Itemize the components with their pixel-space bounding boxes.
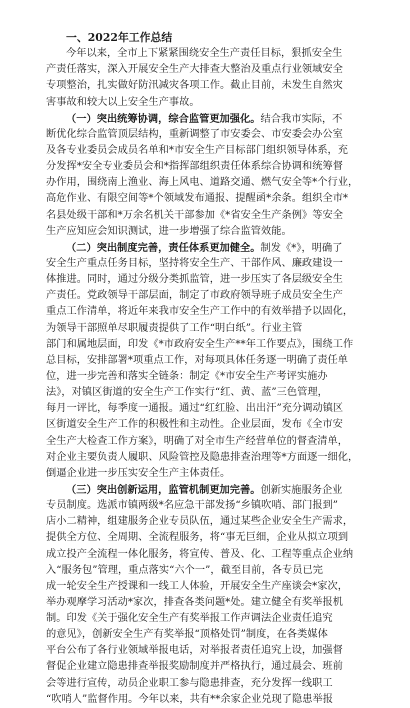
subsection-title-tail: 结合我市实际，不 (260, 113, 343, 125)
paragraph-line: 分发挥*安全专业委员会和*指挥部组织责任体系综合协调和统筹督 (46, 161, 343, 173)
subsection-innovation (46, 482, 376, 708)
subsection-title-tail: 创新实施服务企业 (260, 484, 343, 496)
paragraph-line: 专员制度。选派市镇两级*名应急干部发扬“乡镇吹哨、部门报到” (46, 500, 339, 512)
paragraph-line: 产责任。党政领导干部层面，制定了市政府领导班子成员安全生产 (46, 290, 343, 302)
intro-paragraph (46, 46, 376, 111)
paragraph-line: 法》，对镇区街道的安全生产工作实行“红、黄、蓝”三色管理， (46, 387, 328, 399)
paragraph-line: 部门和属地层面，印发《*市政府安全生产**年工作要点》，围绕工作 (46, 338, 354, 350)
paragraph-line: 重点工作清单，将近年来我市安全生产工作中的有效举措予以固化， (46, 306, 354, 318)
subsection-title-tail: 制发《*》，明确了 (260, 242, 343, 254)
paragraph-line: 办作用，围绕南上渔业、海上风电、道路交通、燃气安全等*个行业， (46, 177, 359, 189)
paragraph-line: 每月一评比，每季度一通报。通过“红红脸、出出汗”充分调动镇区 (46, 403, 344, 415)
paragraph-line: 提供全方位、全周期、全流程服务，将“事无巨细，企业从拟立项到 (46, 532, 349, 544)
paragraph-line: 产责任落实，深入开展安全生产大排查大整治及重点行业领域安全 (46, 64, 343, 76)
section-heading: 一、2022年工作总结 (66, 31, 173, 44)
paragraph-line: 倒逼企业进一步压实安全生产主体责任。 (46, 467, 231, 479)
paragraph-line: 及各专业委员会成员名单和*市安全生产目标部门组织领导体系，充 (46, 144, 349, 156)
paragraph-line: 制。印发《关于强化安全生产有奖举报工作声调法企业责任追究 (46, 613, 333, 625)
paragraph-line: 总目标，安排部署*项重点工作，对每项具体任务逐一明确了责任单 (46, 354, 349, 366)
subsection-responsibility (46, 240, 376, 482)
subsection-title: （一）突出统筹协调，综合监管更加强化。 (66, 112, 261, 125)
subsection-title: （二）突出制度完善，责任体系更加健全。 (66, 241, 261, 254)
paragraph-line: 今年以来，全市上下紧紧围绕安全生产责任目标，狠抓安全生 (66, 48, 343, 60)
paragraph-line: 高危作业、有限空间等*个领域发布通报、提醒函*余条。组织全市* (46, 193, 349, 205)
paragraph-line: 对企业主要负责人履职、风险管控及隐患排查治理等*方面逐一细化， (46, 451, 359, 463)
paragraph-line: 安全生产重点任务目标，坚持将安全生产、干部作风、廉政建设一 (46, 257, 343, 269)
paragraph-line: 成立投产全流程一体化服务，将宣传、普及、化、工程等重点企业纳 (46, 548, 354, 560)
paragraph-line: 督促企业建立隐患排查举报奖励制度并严格执行，通过晨会、班前 (46, 661, 343, 673)
paragraph-line: 断优化综合监管顶层结构，重新调整了市安委会、市安委会办公室 (46, 128, 343, 140)
paragraph-line: 平台公布了各行业领域举报电话，对举报者责任追究上设，加强督 (46, 645, 343, 657)
paragraph-line: 生产应知应会知识测试，进一步增强了综合监管效能。 (46, 225, 292, 237)
paragraph-line: 位，进一步完善和落实全链条：制定《*市安全生产考评实施办 (46, 370, 328, 382)
subsection-coordination (46, 111, 376, 240)
paragraph-line: 为领导干部照单尽职履责提供了工作“明白纸”。行业主管 (46, 322, 303, 334)
paragraph-line: 害事故和较大以上安全生产事故。 (46, 96, 200, 108)
paragraph-line: 成一轮安全生产授课和一线工人体验，开展安全生产座谈会*家次， (46, 580, 349, 592)
paragraph-line: 店小二精神，组建服务企业专员队伍，通过某些企业安全生产需求， (46, 516, 354, 528)
paragraph-line: 入“服务包”管理，重点落实“六个一”，截至目前，各专员已完 (46, 564, 323, 576)
subsection-first-line (46, 111, 376, 127)
paragraph-line: 体推进。同时，通过分级分类抓监管，进一步压实了各层级安全生 (46, 274, 343, 286)
paragraph-line: 举办观摩学习活动*家次，排查各类问题*处。建立健全有奖举报机 (46, 596, 343, 608)
subsection-first-line (46, 240, 376, 256)
paragraph-line: 全生产大检查工作方案》，明确了对全市生产经营单位的督查清单， (46, 435, 349, 447)
paragraph-line: 名县处级干部和*万余名机关干部参加《*省安全生产条例》等安全 (46, 209, 343, 221)
paragraph-line: 区街道安全生产工作的积极性和主动性。企业层面，发布《全市安 (46, 419, 343, 431)
subsection-first-line (46, 482, 376, 498)
paragraph-line: 的意见》，创新安全生产有奖举报“顶格处罚”制度，在各类媒体 (46, 629, 328, 641)
paragraph-line: 专项整治，扎实做好防汛减灾各项工作。截止目前，未发生自然灾 (46, 80, 343, 92)
subsection-title: （三）突出创新运用，监管机制更加完善。 (66, 483, 261, 496)
paragraph-line: 会等进行宣传，动员企业职工参与隐患排查，充分发挥一线职工 (46, 677, 333, 689)
paragraph-line: “吹哨人”监督作用。今年以来，共有**余家企业兑现了隐患举报 (46, 693, 333, 705)
